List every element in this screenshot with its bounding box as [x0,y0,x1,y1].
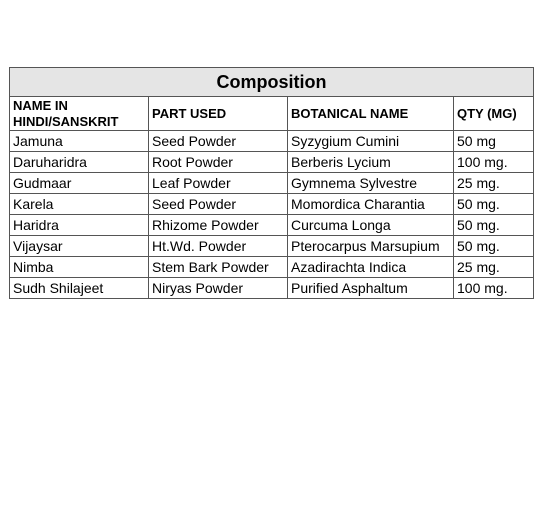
cell-part: Ht.Wd. Powder [149,236,288,257]
table-row [10,278,534,299]
header-botanical-name: BOTANICAL NAME [288,97,454,131]
cell-name: Sudh Shilajeet [10,278,149,299]
cell-part: Root Powder [149,152,288,173]
table-row [10,173,534,194]
cell-name: Daruharidra [10,152,149,173]
cell-qty: 100 mg. [454,278,534,299]
cell-qty: 50 mg. [454,215,534,236]
cell-qty: 50 mg. [454,194,534,215]
header-part-used: PART USED [149,97,288,131]
cell-botanical: Azadirachta Indica [288,257,454,278]
table-row [10,236,534,257]
cell-part: Seed Powder [149,194,288,215]
header-row [10,97,534,131]
cell-botanical: Berberis Lycium [288,152,454,173]
header-name: NAME IN HINDI/SANSKRIT [10,97,149,131]
cell-part: Rhizome Powder [149,215,288,236]
composition-table [9,67,534,299]
table-row [10,215,534,236]
cell-qty: 50 mg [454,131,534,152]
cell-part: Leaf Powder [149,173,288,194]
cell-name: Jamuna [10,131,149,152]
cell-botanical: Pterocarpus Marsupium [288,236,454,257]
table-row [10,152,534,173]
cell-qty: 25 mg. [454,257,534,278]
cell-name: Vijaysar [10,236,149,257]
title-row [10,68,534,97]
header-qty: QTY (MG) [454,97,534,131]
cell-part: Stem Bark Powder [149,257,288,278]
cell-part: Niryas Powder [149,278,288,299]
composition-table-container [9,67,533,299]
table-title: Composition [10,68,534,97]
cell-qty: 50 mg. [454,236,534,257]
cell-name: Nimba [10,257,149,278]
cell-qty: 25 mg. [454,173,534,194]
cell-qty: 100 mg. [454,152,534,173]
cell-name: Gudmaar [10,173,149,194]
cell-part: Seed Powder [149,131,288,152]
cell-botanical: Curcuma Longa [288,215,454,236]
cell-botanical: Purified Asphaltum [288,278,454,299]
cell-name: Haridra [10,215,149,236]
cell-name: Karela [10,194,149,215]
cell-botanical: Syzygium Cumini [288,131,454,152]
cell-botanical: Momordica Charantia [288,194,454,215]
table-row [10,194,534,215]
table-row [10,257,534,278]
table-row [10,131,534,152]
cell-botanical: Gymnema Sylvestre [288,173,454,194]
